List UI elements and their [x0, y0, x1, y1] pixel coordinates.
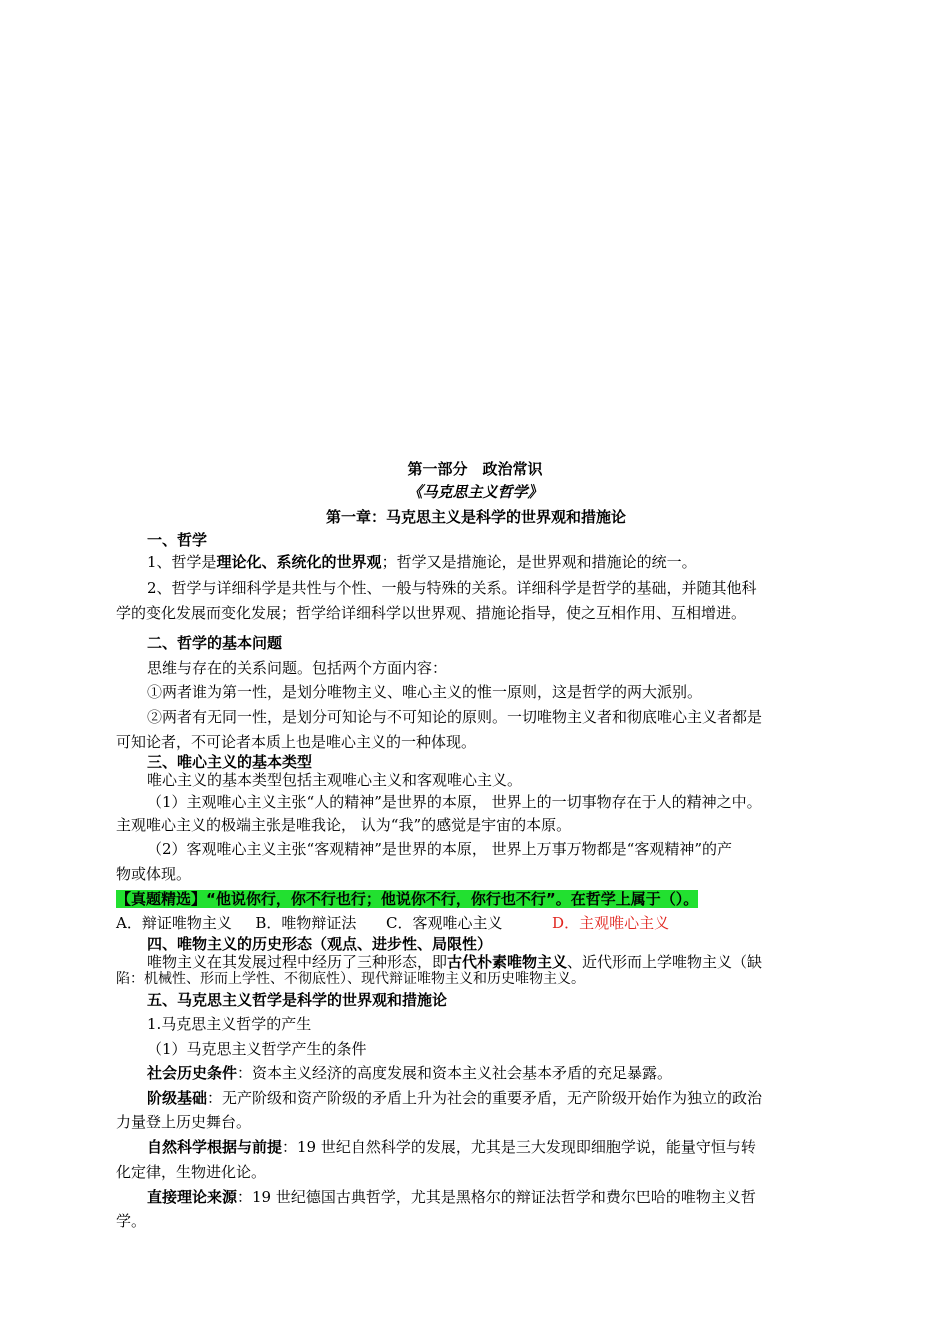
section-5-sub-2: （1）马克思主义哲学产生的条件 — [147, 1040, 367, 1058]
option-c: C．客观唯心主义 — [386, 914, 503, 932]
quiz-question: 【真题精选】“他说你行，你不行也行；他说你不行，你行也不行”。在哲学上属于（）。 — [116, 890, 699, 908]
section-5-title: 五、马克思主义哲学是科学的世界观和措施论 — [147, 991, 448, 1009]
chapter-title: 第一章：马克思主义是科学的世界观和措施论 — [326, 508, 627, 526]
section-4-title: 四、唯物主义的历史形态（观点、进步性、局限性） — [147, 935, 493, 953]
section-5-sub-1: 1.马克思主义哲学的产生 — [147, 1015, 312, 1033]
section-3-para-2-line-1: （1）主观唯心主义主张“人的精神”是世界的本原， 世界上的一切事物存在于人的精神之中。 — [147, 793, 762, 811]
option-d-answer: D．主观唯心主义 — [552, 914, 670, 932]
condition-theory-source-line-2: 学。 — [116, 1212, 147, 1230]
section-3-title: 三、唯心主义的基本类型 — [147, 753, 313, 771]
section-3-para-3-line-1: （2）客观唯心主义主张“客观精神”是世界的本原， 世界上万事万物都是“客观精神”的产 — [147, 840, 732, 858]
section-2-para-3-line-1: ②两者有无同一性，是划分可知论与不可知论的原则。一切唯物主义者和彻底唯心主义者都是 — [147, 708, 763, 726]
section-1-para-2-line-1: 2、哲学与详细科学是共性与个性、一般与特殊的关系。详细科学是哲学的基础，并随其他科 — [147, 579, 757, 597]
section-1-para-1: 1、哲学是理论化、系统化的世界观；哲学又是措施论，是世界观和措施论的统一。 — [147, 553, 697, 571]
quiz-options — [116, 913, 669, 933]
condition-class-basis: 阶级基础：无产阶级和资产阶级的矛盾上升为社会的重要矛盾，无产阶级开始作为独立的政治 — [147, 1089, 763, 1107]
option-b: B．唯物辩证法 — [255, 914, 357, 932]
book-title: 《马克思主义哲学》 — [407, 483, 543, 501]
section-4-para-1-line-2: 陷：机械性、形而上学性、不彻底性）、现代辩证唯物主义和历史唯物主义。 — [116, 971, 585, 987]
condition-social-history: 社会历史条件：资本主义经济的高度发展和资本主义社会基本矛盾的充足暴露。 — [147, 1064, 673, 1082]
section-3-para-3-line-2: 物或体现。 — [116, 865, 192, 883]
condition-class-basis-line-2: 力量登上历史舞台。 — [116, 1113, 252, 1131]
section-1-para-2-line-2: 学的变化发展而变化发展；哲学给详细科学以世界观、措施论指导，使之互相作用、互相增进。 — [116, 604, 747, 622]
condition-theory-source: 直接理论来源：19 世纪德国古典哲学，尤其是黑格尔的辩证法哲学和费尔巴哈的唯物主义哲 — [147, 1188, 756, 1206]
section-2-para-3-line-2: 可知论者，不可论者本质上也是唯心主义的一种体现。 — [116, 733, 477, 751]
section-4-para-1-line-1: 唯物主义在其发展过程中经历了三种形态，即古代朴素唯物主义、近代形而上学唯物主义（缺 — [147, 953, 763, 971]
section-3-para-2-line-2: 主观唯心主义的极端主张是唯我论， 认为“我”的感觉是宇宙的本原。 — [116, 816, 572, 834]
option-a: A．辩证唯物主义 — [116, 914, 232, 932]
section-2-title: 二、哲学的基本问题 — [147, 634, 283, 652]
condition-natural-science: 自然科学根据与前提：19 世纪自然科学的发展，尤其是三大发现即细胞学说，能量守恒与转 — [147, 1138, 756, 1156]
section-3-para-1: 唯心主义的基本类型包括主观唯心主义和客观唯心主义。 — [147, 771, 523, 789]
section-1-title: 一、哲学 — [147, 531, 208, 549]
condition-natural-science-line-2: 化定律，生物进化论。 — [116, 1163, 267, 1181]
section-2-para-1: 思维与存在的关系问题。包括两个方面内容： — [147, 659, 448, 677]
part-title: 第一部分 政治常识 — [407, 460, 543, 478]
section-2-para-2: ①两者谁为第一性，是划分唯物主义、唯心主义的惟一原则，这是哲学的两大派别。 — [147, 683, 703, 701]
